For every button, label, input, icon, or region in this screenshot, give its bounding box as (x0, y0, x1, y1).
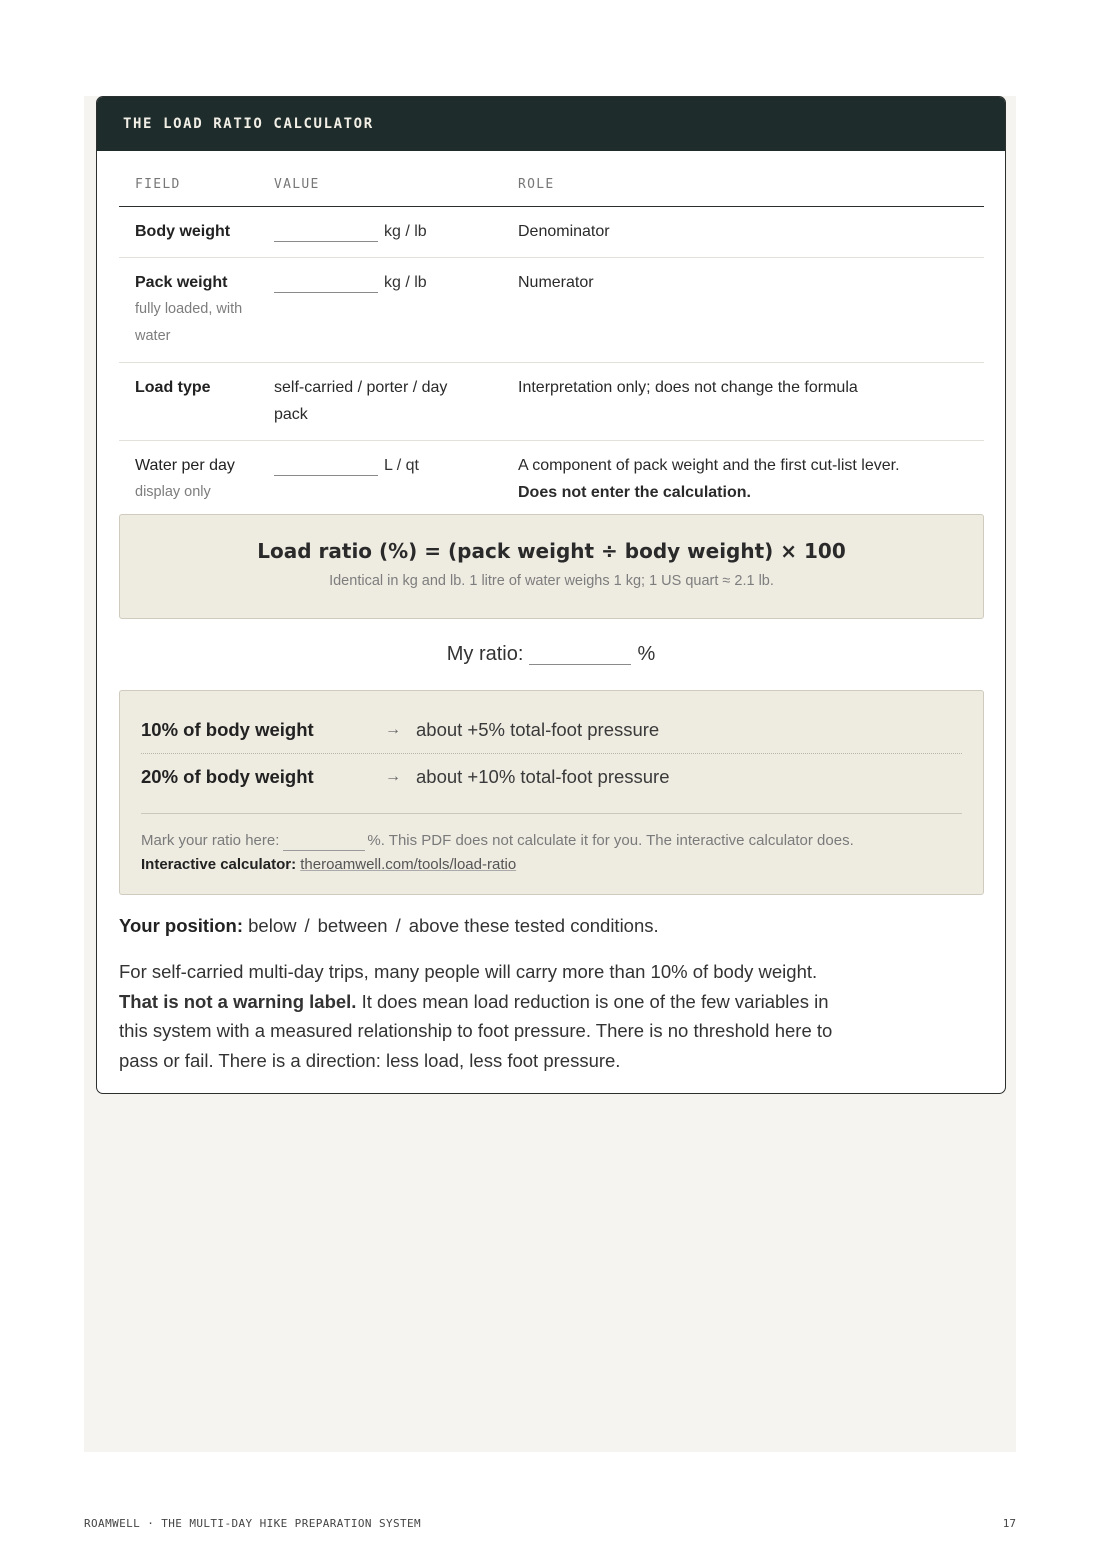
tested-conditions-panel (119, 690, 984, 895)
calculator-link-line (141, 856, 962, 873)
position-label: Your position: (119, 915, 243, 936)
my-ratio-unit: % (637, 643, 656, 665)
body-weight-input[interactable] (274, 224, 378, 242)
field-sublabel: display only (135, 484, 211, 500)
my-ratio-label: My ratio: (446, 643, 524, 665)
footer-title: ROAMWELL · THE MULTI-DAY HIKE PREPARATION SYSTEM (84, 1517, 422, 1530)
field-label: Load type (135, 379, 211, 396)
mark-prefix: Mark your ratio here: (141, 832, 280, 849)
separator: / (304, 915, 310, 936)
table-row-body-weight (119, 207, 984, 258)
paragraph-emphasis: That is not a warning label. (119, 990, 357, 1012)
table-row-pack-weight (119, 258, 984, 363)
paragraph-part-1: For self-carried multi-day trips, many people will carry more than 10% of body weight. (119, 961, 818, 982)
table-row-water-per-day (119, 441, 984, 518)
link-label: Interactive calculator: (141, 856, 297, 873)
page-number: 17 (1002, 1517, 1016, 1530)
arrow-right-icon: → (385, 767, 401, 785)
position-option-between[interactable]: between (317, 915, 388, 936)
header-role: ROLE (518, 177, 555, 192)
mark-suffix: %. This PDF does not calculate it for you. The interactive calculator does. (367, 832, 854, 849)
condition-label: 20% of body weight (141, 765, 314, 787)
water-per-day-input[interactable] (274, 458, 378, 476)
formula-box (119, 514, 984, 619)
my-ratio-line (97, 641, 1005, 666)
condition-row (141, 753, 962, 799)
formula-text: Load ratio (%) = (pack weight ÷ body weight) × 100 (257, 539, 846, 563)
table-row-load-type (119, 363, 984, 441)
card-title: THE LOAD RATIO CALCULATOR (97, 97, 1005, 151)
position-option-above[interactable]: above these tested conditions. (408, 915, 659, 936)
unit-label: kg / lb (384, 223, 427, 240)
role-text: Interpretation only; does not change the formula (518, 379, 858, 396)
field-label: Pack weight (135, 274, 228, 291)
role-text: Numerator (518, 274, 594, 291)
pack-weight-input[interactable] (274, 275, 378, 293)
mark-ratio-line (141, 832, 962, 851)
fields-table (119, 169, 984, 518)
divider (141, 813, 962, 814)
condition-label: 10% of body weight (141, 719, 314, 740)
unit-label: L / qt (384, 457, 419, 474)
field-label: Water per day (135, 457, 235, 474)
condition-result: about +10% total-foot pressure (416, 765, 670, 787)
field-label: Body weight (135, 223, 231, 240)
header-value: VALUE (274, 177, 320, 192)
header-field: FIELD (135, 177, 181, 192)
calculator-link[interactable]: theroamwell.com/tools/load-ratio (300, 856, 517, 873)
field-sublabel: fully loaded, with water (135, 301, 243, 344)
unit-label: kg / lb (384, 274, 427, 291)
role-text: Denominator (518, 223, 610, 240)
table-header (119, 169, 984, 207)
your-position-line (119, 915, 659, 937)
body-paragraph (119, 957, 859, 1075)
load-ratio-calculator-card (96, 96, 1006, 1094)
condition-result: about +5% total-foot pressure (416, 719, 660, 740)
paragraph-part-2: It does mean load reduction is one of the few variables in this system with a measured relationship to foot pressure. There is no threshold here to pass or fail. There is a direction: less load, less foot pressure. (119, 990, 833, 1071)
mark-ratio-input[interactable] (283, 834, 365, 851)
arrow-right-icon: → (385, 721, 401, 738)
load-type-options[interactable]: self-carried / porter / day pack (274, 379, 448, 423)
separator: / (395, 915, 401, 936)
condition-row (141, 707, 962, 753)
role-emphasis: Does not enter the calculation. (518, 484, 751, 501)
position-option-below[interactable]: below (248, 915, 297, 936)
my-ratio-input[interactable] (529, 641, 631, 665)
role-text: A component of pack weight and the first cut-list lever. (518, 457, 900, 474)
formula-note: Identical in kg and lb. 1 litre of water weighs 1 kg; 1 US quart ≈ 2.1 lb. (329, 573, 774, 589)
